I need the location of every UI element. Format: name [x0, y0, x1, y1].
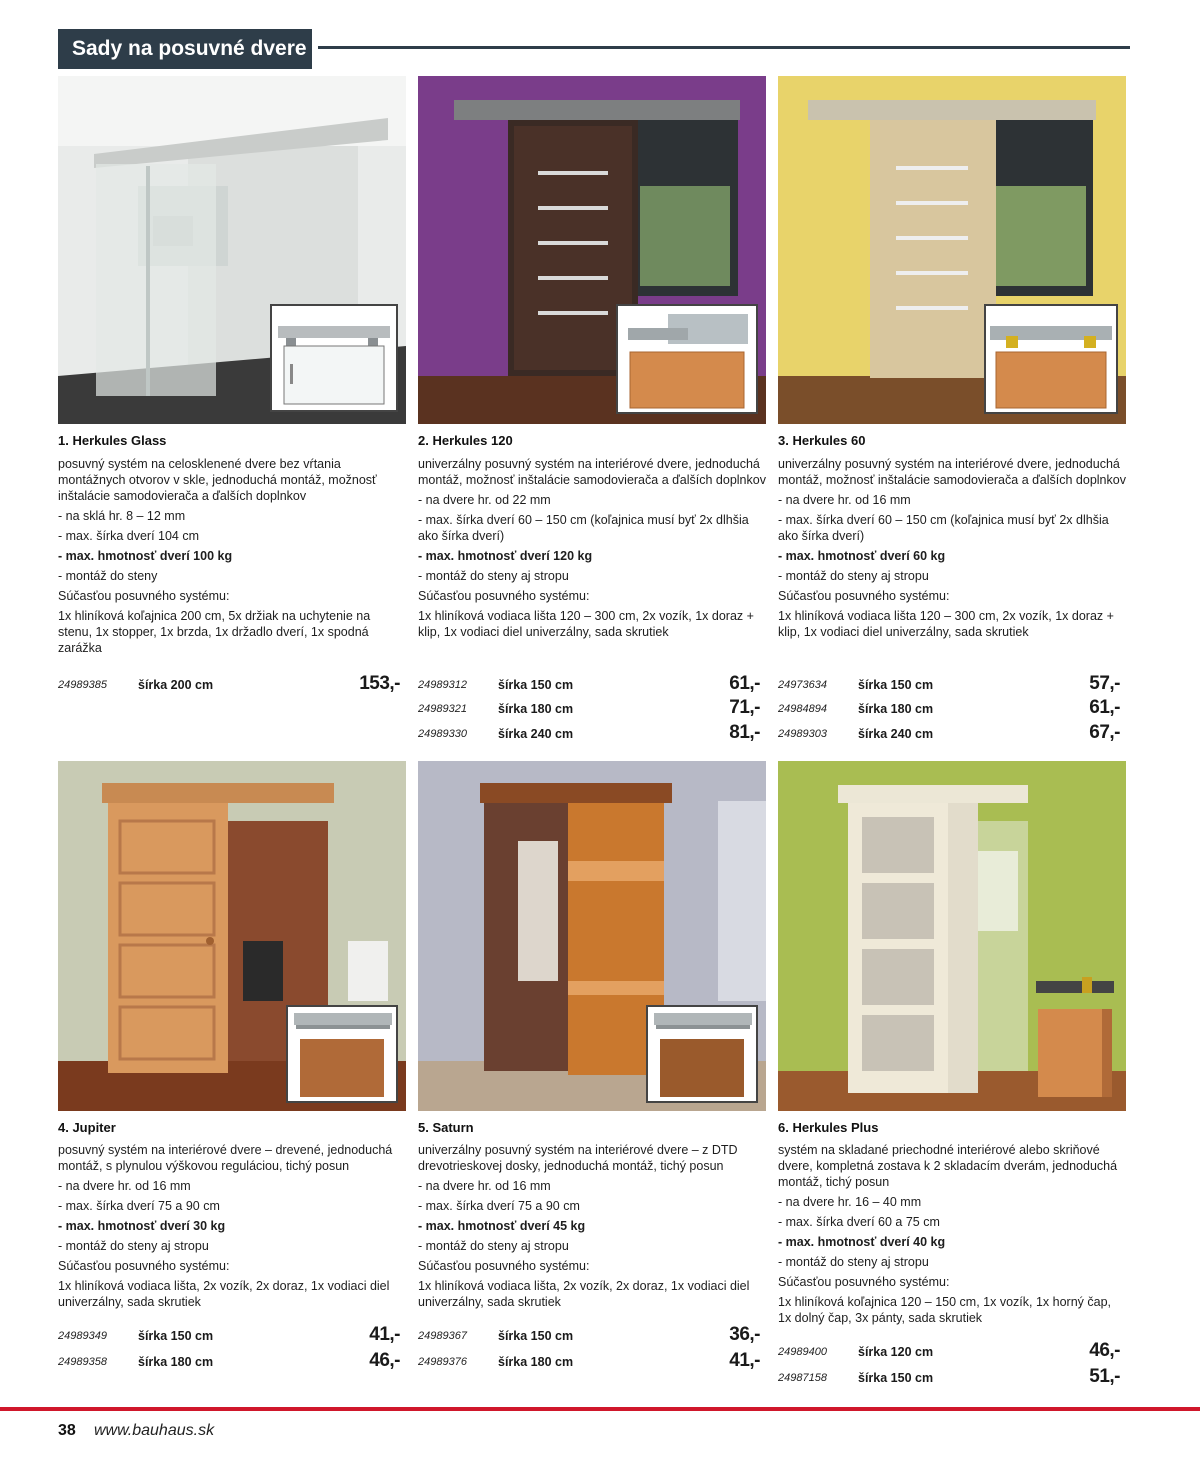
- variant-size: šírka 150 cm: [858, 678, 934, 692]
- desc-line: systém na skladané priechodné interiérové alebo skriňové dvere, kompletná zostava k 2 skladacím dverám, jednoduchá montáž, tichý posun: [778, 1143, 1118, 1189]
- variant-row: [418, 1324, 766, 1348]
- desc-line: 1x hliníková koľajnica 120 – 150 cm, 1x vozík, 1x horný čap, 1x dolný čap, 3x pánty, sada skrutiek: [778, 1295, 1111, 1325]
- article-code: 24989321: [418, 703, 467, 715]
- product-title: 5. Saturn: [418, 1120, 474, 1135]
- variant-size: šírka 200 cm: [138, 678, 214, 692]
- variant-size: šírka 150 cm: [498, 1329, 574, 1343]
- desc-line: - max. hmotnosť dverí 100 kg: [58, 549, 233, 563]
- variant-row: [418, 1350, 766, 1374]
- product-description: [58, 456, 406, 656]
- variant-row: [778, 673, 1126, 697]
- variant-size: šírka 180 cm: [858, 702, 934, 716]
- footer-rule: [0, 1407, 1200, 1411]
- article-code: 24989385: [58, 679, 107, 691]
- product-card-herkules-glass: [58, 76, 406, 706]
- variant-row: [778, 722, 1126, 746]
- desc-line: univerzálny posuvný systém na interiérové dvere – z DTD drevotrieskovej dosky, jednoduchá montáž, tichý posun: [418, 1143, 738, 1173]
- article-code: 24989367: [418, 1330, 467, 1342]
- desc-line: - na sklá hr. 8 – 12 mm: [58, 509, 186, 523]
- desc-line: 1x hliníková koľajnica 200 cm, 5x držiak na uchytenie na stenu, 1x stopper, 1x brzda, 1x držadlo dverí, 1x spodná zarážka: [58, 609, 371, 655]
- desc-line: Súčasťou posuvného systému:: [418, 589, 590, 603]
- desc-line: - max. šírka dverí 75 a 90 cm: [418, 1199, 580, 1213]
- desc-line: univerzálny posuvný systém na interiérové dvere, jednoduchá montáž, možnosť inštalácie samodovierača a ďalších doplnkov: [418, 457, 766, 487]
- variant-size: šírka 150 cm: [138, 1329, 214, 1343]
- variant-price: 41,-: [369, 1324, 400, 1345]
- hardware-inset: [270, 304, 398, 412]
- desc-line: - montáž do steny aj stropu: [778, 1255, 929, 1269]
- variant-size: šírka 150 cm: [498, 678, 574, 692]
- desc-line: - max. hmotnosť dverí 45 kg: [418, 1219, 586, 1233]
- product-photo: [778, 76, 1126, 424]
- variant-row: [58, 1324, 406, 1348]
- product-description: [778, 1142, 1126, 1326]
- desc-line: 1x hliníková vodiaca lišta, 2x vozík, 2x doraz, 1x vodiaci diel univerzálny, sada skrutiek: [418, 1279, 750, 1309]
- hardware-inset: [1032, 969, 1118, 1103]
- variant-size: šírka 240 cm: [498, 727, 574, 741]
- variant-price: 67,-: [1089, 722, 1120, 743]
- article-code: 24989358: [58, 1356, 107, 1368]
- product-card-herkules-120: [418, 76, 766, 746]
- product-photo: [58, 76, 406, 424]
- title-rule: [318, 46, 1130, 49]
- product-description: [418, 1142, 766, 1310]
- desc-line: - na dvere hr. od 22 mm: [418, 493, 551, 507]
- product-photo: [418, 76, 766, 424]
- desc-line: - na dvere hr. od 16 mm: [58, 1179, 191, 1193]
- variant-price: 61,-: [729, 673, 760, 694]
- page-number: 38: [58, 1422, 76, 1439]
- product-card-jupiter: [58, 761, 406, 1381]
- variant-price: 36,-: [729, 1324, 760, 1345]
- desc-line: - montáž do steny aj stropu: [418, 1239, 569, 1253]
- desc-line: Súčasťou posuvného systému:: [778, 589, 950, 603]
- hardware-inset: [616, 304, 758, 414]
- variant-price: 153,-: [359, 673, 400, 694]
- desc-line: 1x hliníková vodiaca lišta 120 – 300 cm, 2x vozík, 1x doraz + klip, 1x vodiaci diel univerzálny, sada skrutiek: [418, 609, 754, 639]
- product-title: 1. Herkules Glass: [58, 433, 167, 448]
- product-card-herkules-plus: [778, 761, 1126, 1401]
- variant-row: [778, 1366, 1126, 1390]
- desc-line: - max. šírka dverí 60 – 150 cm (koľajnica musí byť 2x dlhšia ako šírka dverí): [778, 513, 1109, 543]
- variant-price: 51,-: [1089, 1366, 1120, 1387]
- desc-line: - max. hmotnosť dverí 30 kg: [58, 1219, 226, 1233]
- desc-line: - na dvere hr. od 16 mm: [418, 1179, 551, 1193]
- desc-line: - max. šírka dverí 60 – 150 cm (koľajnica musí byť 2x dlhšia ako šírka dverí): [418, 513, 749, 543]
- hardware-inset: [984, 304, 1118, 414]
- article-code: 24989303: [778, 728, 827, 740]
- variant-row: [778, 1340, 1126, 1364]
- product-photo: [58, 761, 406, 1111]
- article-code: 24989312: [418, 679, 467, 691]
- article-code: 24989349: [58, 1330, 107, 1342]
- desc-line: 1x hliníková vodiaca lišta 120 – 300 cm, 2x vozík, 1x doraz + klip, 1x vodiaci diel univerzálny, sada skrutiek: [778, 609, 1114, 639]
- desc-line: - na dvere hr. 16 – 40 mm: [778, 1195, 922, 1209]
- product-title: 2. Herkules 120: [418, 433, 513, 448]
- desc-line: - max. hmotnosť dverí 40 kg: [778, 1235, 946, 1249]
- product-description: [418, 456, 766, 640]
- variant-price: 61,-: [1089, 697, 1120, 718]
- desc-line: - montáž do steny aj stropu: [418, 569, 569, 583]
- desc-line: univerzálny posuvný systém na interiérové dvere, jednoduchá montáž, možnosť inštalácie samodovierača a ďalších doplnkov: [778, 457, 1126, 487]
- variant-row: [418, 697, 766, 721]
- article-code: 24973634: [778, 679, 827, 691]
- product-photo: [778, 761, 1126, 1111]
- website-url: www.bauhaus.sk: [94, 1422, 215, 1439]
- variant-size: šírka 150 cm: [858, 1371, 934, 1385]
- variant-price: 46,-: [1089, 1340, 1120, 1361]
- variant-row: [418, 673, 766, 697]
- desc-line: Súčasťou posuvného systému:: [58, 1259, 230, 1273]
- desc-line: - max. hmotnosť dverí 60 kg: [778, 549, 946, 563]
- hardware-inset: [646, 1005, 758, 1103]
- desc-line: - max. hmotnosť dverí 120 kg: [418, 549, 593, 563]
- variant-size: šírka 240 cm: [858, 727, 934, 741]
- desc-line: - max. šírka dverí 75 a 90 cm: [58, 1199, 220, 1213]
- variant-row: [778, 697, 1126, 721]
- desc-line: - max. šírka dverí 104 cm: [58, 529, 200, 543]
- product-description: [778, 456, 1126, 640]
- desc-line: Súčasťou posuvného systému:: [778, 1275, 950, 1289]
- article-code: 24984894: [778, 703, 827, 715]
- desc-line: - montáž do steny: [58, 569, 158, 583]
- article-code: 24989400: [778, 1346, 827, 1358]
- article-code: 24989376: [418, 1356, 467, 1368]
- desc-line: 1x hliníková vodiaca lišta, 2x vozík, 2x doraz, 1x vodiaci diel univerzálny, sada skrutiek: [58, 1279, 390, 1309]
- variant-price: 81,-: [729, 722, 760, 743]
- desc-line: - max. šírka dverí 60 a 75 cm: [778, 1215, 940, 1229]
- variant-size: šírka 120 cm: [858, 1345, 934, 1359]
- product-title: 3. Herkules 60: [778, 433, 866, 448]
- hardware-inset: [286, 1005, 398, 1103]
- desc-line: Súčasťou posuvného systému:: [58, 589, 230, 603]
- article-code: 24987158: [778, 1372, 827, 1384]
- desc-line: posuvný systém na celosklenené dvere bez vŕtania montážnych otvorov v skle, jednoduchá montáž, možnosť inštalácie samodovierača a ďalších doplnkov: [58, 457, 377, 503]
- variant-price: 41,-: [729, 1350, 760, 1371]
- variant-size: šírka 180 cm: [498, 702, 574, 716]
- article-code: 24989330: [418, 728, 467, 740]
- variant-price: 46,-: [369, 1350, 400, 1371]
- section-title: Sady na posuvné dvere: [58, 29, 312, 69]
- product-description: [58, 1142, 406, 1310]
- product-title: 4. Jupiter: [58, 1120, 116, 1135]
- product-title: 6. Herkules Plus: [778, 1120, 879, 1135]
- variant-row: [58, 1350, 406, 1374]
- variant-row: [58, 673, 406, 697]
- variant-size: šírka 180 cm: [498, 1355, 574, 1369]
- variant-price: 71,-: [729, 697, 760, 718]
- variant-row: [418, 722, 766, 746]
- desc-line: - montáž do steny aj stropu: [58, 1239, 209, 1253]
- desc-line: - montáž do steny aj stropu: [778, 569, 929, 583]
- product-card-saturn: [418, 761, 766, 1381]
- variant-price: 57,-: [1089, 673, 1120, 694]
- product-photo: [418, 761, 766, 1111]
- desc-line: - na dvere hr. od 16 mm: [778, 493, 911, 507]
- desc-line: posuvný systém na interiérové dvere – drevené, jednoduchá montáž, s plynulou výškovou reguláciou, tichý posun: [58, 1143, 393, 1173]
- variant-size: šírka 180 cm: [138, 1355, 214, 1369]
- desc-line: Súčasťou posuvného systému:: [418, 1259, 590, 1273]
- product-card-herkules-60: [778, 76, 1126, 746]
